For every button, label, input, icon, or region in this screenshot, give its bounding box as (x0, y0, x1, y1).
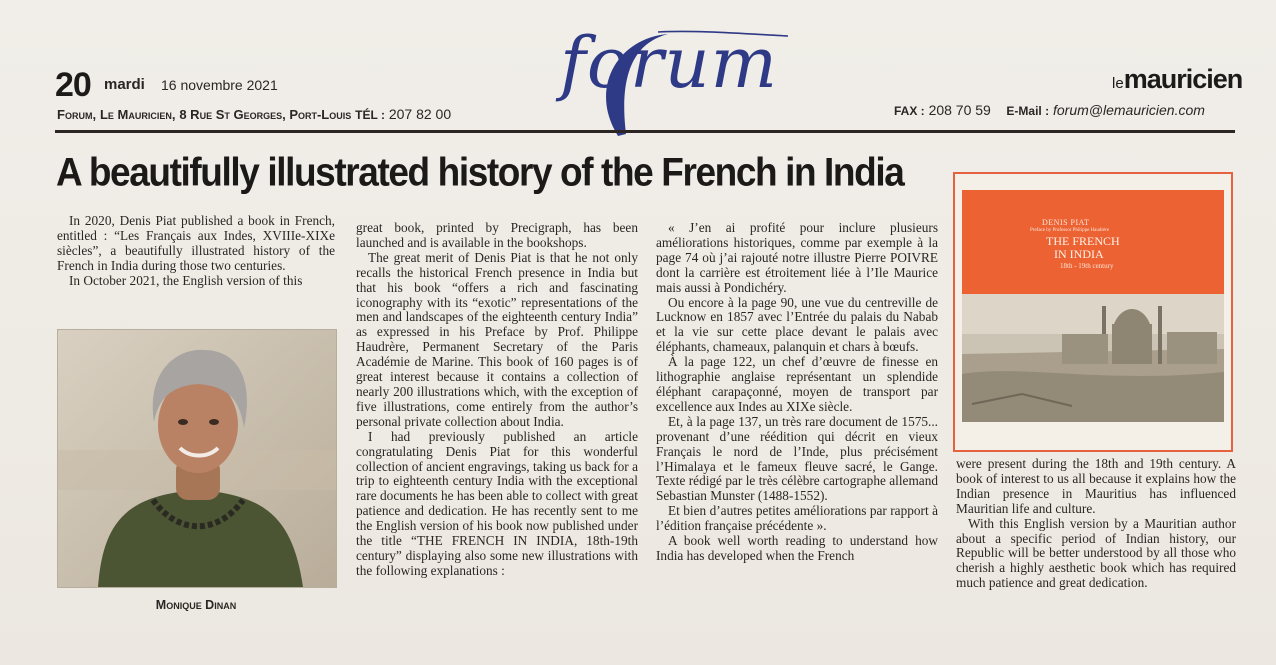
author-photo (57, 329, 337, 588)
cover-author: DENIS PIAT (1042, 218, 1090, 227)
address: 8 Rue St Georges, Port-Louis (179, 107, 352, 122)
paragraph: With this English version by a Mauritian author about a specific period of Indian history, our Republic will be better understood by all those who cherish a highly aesthetic book which has required much patience and great dedication. (956, 515, 1236, 591)
column-2 (356, 221, 638, 579)
paragraph: Et bien d’autres petites améliorations par rapport à l’édition française précédente ». (656, 503, 938, 534)
portrait-image (58, 330, 336, 587)
forum-logo: forum (560, 22, 778, 104)
paragraph: In October 2021, the English version of this (69, 272, 303, 288)
paragraph: Et, à la page 137, un très rare document de 1575... provenant d’une réédition qui décrit en vieux Français le nord de l’Inde, plus précisément l’Himalaya et le fameux fleuve sacré, le Gange. Texte rédigé par le très célèbre cartographe allemand Sebastian Munster (1488-1552). (656, 413, 938, 504)
column-4 (956, 457, 1236, 591)
cover-century: 18th - 19th century (1060, 262, 1114, 270)
column-1 (57, 214, 335, 289)
paragraph: I had previously published an article congratulating Denis Piat for this wonderful collection of ancient engravings, taking us back for a trip to eighteenth century India with the exceptional rare documents he has been able to collect with great patience and dedication. He has recently sent to me the English version of his book now published under the title “THE FRENCH IN INDIA, 18th-19th century” displaying also some new illustrations with the following explanations : (356, 428, 638, 578)
masthead-rule (55, 130, 1235, 133)
page-number: 20 (55, 66, 91, 104)
headline: A beautifully illustrated history of the French in India (56, 150, 904, 195)
paragraph: « J’en ai profité pour inclure plusieurs améliorations historiques, comme par exemple à la page 74 où j’ai rajouté notre illustre Pierre POIVRE dont la carrière est étroitement liée à l’Ile Maurice mais aussi à Pondichéry. (656, 220, 938, 295)
cover-title-line2: IN INDIA (1054, 247, 1104, 261)
cover-subtitle: Preface by Professor Philippe Haudrère (1030, 228, 1110, 233)
paragraph: The great merit of Denis Piat is that he not only recalls the historical French presence in India but that his book “offers a rich and fascinating iconography with its “exotic” representations of the men and landscapes of the eighteenth century India” as expressed in his Preface by Prof. Philippe Haudrère, Permanent Secretary of the Paris Académie de Marine. This book of 160 pages is of great interest because it contains a collection of nearly 200 illustrations which, with the exception of five illustrations, come entirely from the author’s personal private collection about India. (356, 249, 638, 429)
fax-number: 208 70 59 (928, 102, 991, 118)
email-label: E-Mail : (1006, 104, 1050, 118)
date-day: mardi (104, 76, 145, 93)
tel-label: TÉL : (355, 108, 385, 122)
brand-logo (1112, 64, 1242, 95)
paragraph: Ou encore à la page 90, une vue du centreville de Lucknow en 1857 avec l’Entrée du palais du Nabab et la vie sur cette place devant le palais avec éléphants, chameaux, palanquin et chars à bœufs. (656, 294, 938, 355)
cover-title-panel (962, 190, 1224, 294)
contact-left (57, 106, 451, 122)
paragraph: À la page 122, un chef d’œuvre de finesse en lithographie anglaise représentant un splendide éléphant carapaçonné, moyen de transport par excellence aux Indes au XIXe siècle. (656, 354, 938, 414)
paragraph: A book well worth reading to understand how India has developed when the French (656, 533, 938, 563)
cover-title (1046, 235, 1120, 261)
book-cover (962, 190, 1224, 422)
cover-title-line1: THE FRENCH (1046, 234, 1120, 248)
paragraph: In 2020, Denis Piat published a book in French, entitled : “Les Français aux Indes, XVIIIe-XIXe siècles”, a beautifully illustrated history of the French in India during those two centuries. (57, 213, 335, 273)
forum-label: Forum, (57, 107, 97, 122)
cover-engraving (962, 294, 1224, 422)
paper-label: Le Mauricien, (99, 107, 176, 122)
paragraph: great book, printed by Precigraph, has been launched and is available in the bookshops. (356, 220, 638, 250)
column-3 (656, 221, 938, 564)
photo-caption: Monique Dinan (155, 598, 237, 612)
paragraph: were present during the 18th and 19th century. A book of interest to us all because it explains how the Indian presence in Mauritius has influenced Mauritian life and culture. (956, 456, 1236, 516)
brand-le: le (1112, 75, 1124, 92)
fax-label: FAX : (894, 104, 925, 118)
email-address: forum@lemauricien.com (1052, 102, 1205, 118)
tel-number: 207 82 00 (388, 106, 452, 122)
brand-name: mauricien (1123, 64, 1243, 94)
contact-right (894, 102, 1205, 118)
date: 16 novembre 2021 (161, 77, 278, 93)
